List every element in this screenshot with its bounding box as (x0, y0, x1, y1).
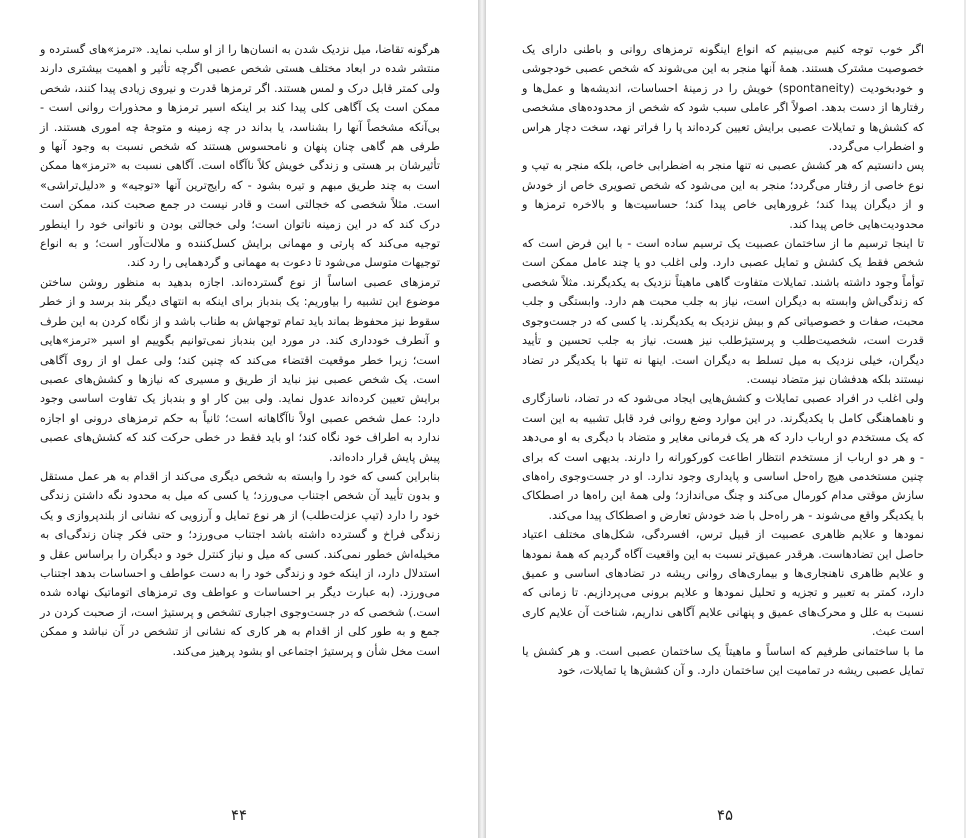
left-page (0, 0, 478, 838)
paragraph: ما با ساختمانی طرفیم که اساساً و ماهیتاً یک ساختمان عصبی است. و هر کشش یا تمایل عصبی ریشه در تمامیت این ساختمان دارد. و آن کشش‌ها یا تمایلات، خود (522, 644, 924, 677)
paragraph: اگر خوب توجه کنیم می‌بینیم که انواع اینگونه ترمزهای روانی و باطنی دارای یک خصوصیت مشترک هستند. همهٔ آنها منجر به این می‌شوند که شخص عصبی خودجوشی و خودبخودیت (spontaneity) خویش را در زمینهٔ احساسات، اندیشه‌ها و عمل‌ها و رفتارها از دست بدهد. اصولاً اگر عاملی سبب شود که شخص از محدوده‌های مشخصی که کشش‌ها و تمایلات عصبی برایش تعیین کرده‌اند پا را فراتر نهد، سخت دچار هراس و اضطراب می‌گردد. (522, 43, 924, 154)
book-gutter (478, 0, 486, 838)
paragraph: ترمزهای عصبی اساساً از نوع گسترده‌اند. اجازه بدهید به منظور روشن ساختن موضوع این تشبیه را بیاوریم: یک بندباز برای اینکه به انتهای دیگر بند برسد و از خطر سقوط نیز محفوظ بماند باید تمام توجهاش به طناب باشد و از نگاه کردن به این طرف و آنطرف خودداری کند. در مورد این بندباز نمی‌توانیم بگوییم او اسیر «ترمز»هایی است؛ زیرا خطر موقعیت اقتضاء می‌کند که چنین کند؛ ولی عمل او از روی آگاهی است. یک شخص عصبی نیز نباید از طریق و مسیری که نیازها و کشش‌های عصبی برایش تعیین کرده‌اند عدول نماید. ولی بین کار او و بندباز یک تفاوت اساسی وجود دارد: عمل شخص عصبی اولاً ناآگاهانه است؛ ثانیاً به حکم ترمزهای درونی او اجازه ندارد به اطراف خود نگاه کند؛ او باید فقط در خطی حرکت کند که کشش‌های عصبی پیش پایش قرار داده‌اند. (40, 275, 440, 464)
paragraph: نمودها و علایم ظاهری عصبیت از قبیل ترس، افسردگی، شکل‌های مختلف اعتیاد حاصل این تضادهاست. هرقدر عمیق‌تر نسبت به این واقعیت آگاه گردیم که همهٔ نمودها و علایم ظاهری ناهنجاری‌ها و بیماری‌های روانی ریشه در تضادهای اساسی و عمیق دارد، کمتر به تعبیر و تجزیه و تحلیل نمودها و علایم برونی می‌پردازیم. تا زمانی که نسبت به علل و محرک‌های عمیق و پنهانی علایم آگاهی نداریم، شناخت آن علایم کاری است عبث. (522, 528, 924, 639)
paragraph: هرگونه تقاضا، میل نزدیک شدن به انسان‌ها را از او سلب نماید. «ترمز»های گسترده و منتشر شده در ابعاد مختلف هستی شخص عصبی اگرچه تأثیر و اهمیت بیشتری دارند ولی کمتر قابل درک و لمس هستند. اگر ترمزها قدرت و نیروی زیادی پیدا کنند، شخص ممکن است یک آگاهی کلی پیدا کند بر اینکه اسیر ترمزها و محذورات روانی است - بی‌آنکه مشخصاً آنها را بشناسد، یا بداند در چه زمینه و متوجهٔ چه اموری هستند. از طرفی هم گاهی چنان پنهان و نامحسوس هستند که شخص نسبت به وجود آنها و تأثیرشان بر هستی و زندگی خویش کلاً ناآگاه است. آگاهی نسبت به «ترمز»ها ممکن است به چند طریق مبهم و تیره بشود - که رایج‌ترین آنها «توجیه» و «دلیل‌تراشی» است. مثلاً شخصی که خجالتی است و قادر نیست در جمع صحبت کند، ممکن است درک کند که در این زمینه ناتوان است؛ ولی خجالتی بودن و ناتوانی خود را اینطور توجیه می‌کند که پارتی و مهمانی برایش کسل‌کننده و ملالت‌آور است؛ و به انواع توجیهات متوسل می‌شود تا دعوت به مهمانی و گردهمایی را رد کند. (40, 43, 440, 270)
page-number-right: ۴۵ (716, 806, 734, 824)
page-number-left: ۴۴ (230, 806, 248, 824)
right-page (486, 0, 964, 838)
right-page-text (522, 40, 924, 680)
paragraph: تا اینجا ترسیم ما از ساختمان عصبیت یک ترسیم ساده است - با این فرض است که شخص فقط یک کشش و تمایل عصبی دارد. ولی اغلب دو یا چند عامل ممکن است توأماً وجود داشته باشند. تمایلات متفاوت گاهی ماهیتاً نزدیک به یکدیگرند. مثلاً شخصی که زندگی‌اش وابسته به دیگران است، نیاز به جلب محبت هم دارد. وابستگی و جلب محبت، صفات و خصوصیاتی کم و بیش نزدیک به یکدیگرند. یا کسی که در جست‌وجوی قدرت است، شخصیت‌طلب و پرستیژطلب نیز هست. نیاز به جلب تحسین و تأیید دیگران، خیلی نزدیک به میل تسلط به دیگران است. اینها نه تنها با یکدیگر در تضاد نیستند بلکه هدفشان نیز متضاد نیست. (522, 237, 924, 386)
paragraph: بنابراین کسی که خود را وابسته به شخص دیگری می‌کند از اقدام به هر عمل مستقل و بدون تأیید آن شخص اجتناب می‌ورزد؛ یا کسی که میل به محدود نگه داشتن زندگی خود را دارد (تیپ عزلت‌طلب) از هر نوع تمایل و آرزویی که نشانی از بلندپروازی و یک زندگی فراخ و گسترده داشته باشد اجتناب می‌ورزد؛ و حتی فکر چنان زندگی‌ای به مخیله‌اش خطور نمی‌کند. کسی که میل و نیاز کنترل خود و دیگران را براساس عقل و استدلال دارد، از اینکه خود و زندگی خود را به دست عواطف و احساسات بدهد اجتناب می‌ورزد. (به عبارت دیگر بر احساسات و عواطف وی ترمزهای اتوماتیک نهاده شده است.) شخصی که در جست‌وجوی اجباری تشخص و پرستیژ است، از صحبت کردن در جمع و به طور کلی از اقدام به هر کاری که نشانی از تشخص در آن نباشد و ممکن است مخل شأن و پرستیژ اجتماعی او بشود پرهیز می‌کند. (40, 469, 440, 658)
paragraph: پس دانستیم که هر کشش عصبی نه تنها منجر به اضطرابی خاص، بلکه منجر به تیپ و نوع خاصی از رفتار می‌گردد؛ منجر به این می‌شود که شخص تصویری خاص از خودش و از دیگران پیدا کند؛ غرورهایی خاص پیدا کند؛ حساسیت‌ها و بالاخره ترمزها و محدودیت‌هایی خاص پیدا کند. (522, 159, 924, 231)
left-page-text (40, 40, 440, 661)
paragraph: ولی اغلب در افراد عصبی تمایلات و کشش‌هایی ایجاد می‌شود که در تضاد، ناسازگاری و ناهماهنگی کامل با یکدیگرند. در این موارد وضع روانی فرد قابل تشبیه به این است که یک مستخدم دو ارباب دارد که هر یک فرمانی مغایر و متضاد با دیگری به او می‌دهد - و هر دو ارباب از مستخدم انتظار اطاعت کورکورانه را دارند. بدیهی است که برای چنین مستخدمی هیچ راه‌حل اساسی و پایداری وجود ندارد. او در جست‌وجوی راه‌های سازش موقتی مدام کورمال می‌کند و چنگ می‌اندازد؛ ولی همهٔ این راه‌ها در اصطکاک با یکدیگر واقع می‌شوند - هر راه‌حل با ضد خودش تعارض و اصطکاک پیدا می‌کند. (522, 392, 924, 522)
